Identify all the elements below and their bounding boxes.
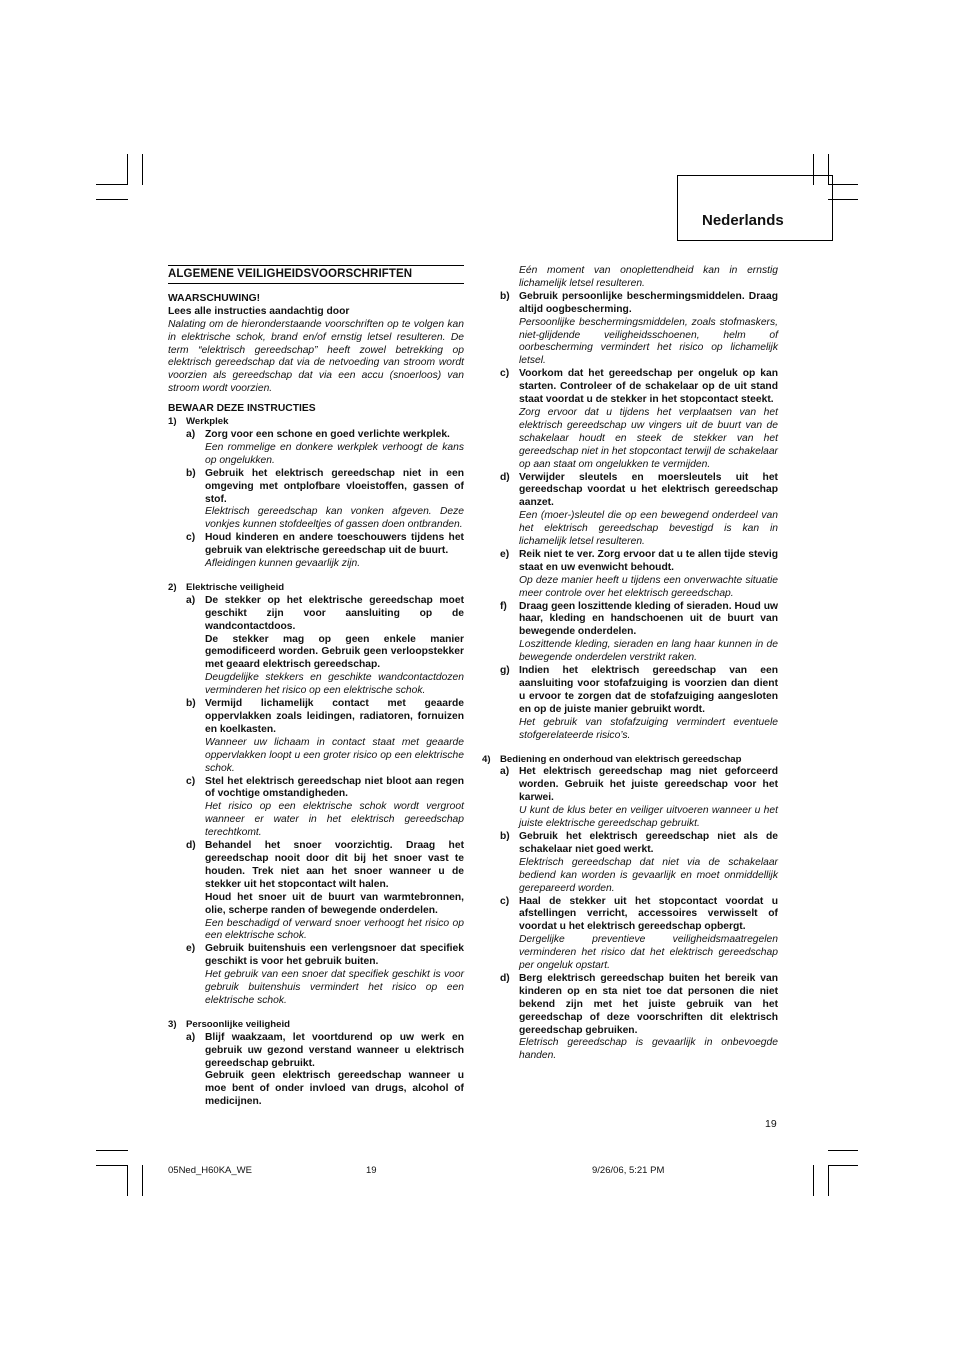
list-item: c) Voorkom dat het gereedschap per ongeluk op kan starten. Controleer of de schakelaar op de uit stand staat voordat u de stekker in het stopcontact steekt. Zorg ervoor dat u tijdens het verplaatsen van het elektrisch gereedschap uw vingers uit de buurt van de schakelaar houdt en steek de stekker van het gereedschap niet in het stopcontact terwijl de schakelaar op aan staat om ongelukken te vermijden. xyxy=(500,368,778,470)
crop-mark xyxy=(96,1150,128,1151)
crop-mark xyxy=(142,1165,143,1196)
warning-title: WAARSCHUWING! xyxy=(168,292,261,304)
crop-mark xyxy=(828,1150,858,1151)
list-item: e) Gebruik buitenshuis een verlengsnoer dat specifiek geschikt is voor het gebruik buiten. Het gebruik van een snoer dat specifiek geschikt is voor gebruik buitenshuis vermindert het risico op een elektrische schok. xyxy=(186,943,464,1006)
section-heading: 1) Werkplek xyxy=(168,416,229,428)
crop-mark xyxy=(127,1165,128,1196)
footer-date: 9/26/06, 5:21 PM xyxy=(592,1165,665,1176)
warning-body: Nalating om de hieronderstaande voorschriften op te volgen kan in elektrische schok, brand en/of ernstig letsel resulteren. De term “elektrisch gereedschap” heeft zowel betrekking op elektrisch gereedschap dat via de netvoeding van stroom wordt voorzien als gereedschap dat via een accu (snoerloos) van stroom wordt voorzien. xyxy=(168,318,464,395)
list-item: b) Vermijd lichamelijk contact met geaarde oppervlakken zoals leidingen, radiatoren, fornuizen en koelkasten. Wanneer uw lichaam in contact staat met geaarde oppervlakken loopt u een groter risico op een elektrische schok. xyxy=(186,698,464,774)
list-item: d) Berg elektrisch gereedschap buiten het bereik van kinderen op en sta niet toe dat personen die niet bekend zijn met het juiste gebruik van het gereedschap of deze voorschriften dit elektrisch gereedschap gebruiken. Eletrisch gereedschap is gevaarlijk in onbevoegde handen. xyxy=(500,972,778,1062)
list-item: a) Het elektrisch gereedschap mag niet geforceerd worden. Gebruik het juiste gereedschap voor het karwei. U kunt de klus beter en veiliger uitvoeren wanneer u het juiste elektrische gereedschap gebruikt. xyxy=(500,766,778,830)
list-item: b) Gebruik het elektrisch gereedschap niet als de schakelaar niet goed werkt. Elektrisch gereedschap dat niet via de schakelaar bediend kan worden is gevaarlijk en moet onmiddellijk gerepareerd worden. xyxy=(500,830,778,894)
list-item: d) Behandel het snoer voorzichtig. Draag het gereedschap nooit door dit bij het snoer vast te houden. Trek niet aan het snoer wanneer u de stekker uit het stopcontact wilt halen. Houd het snoer uit de buurt van warmtebronnen, olie, scherpe randen of bewegende onderdelen. Een beschadigd of verward snoer verhoogt het risico op een elektrische schok. xyxy=(186,840,464,942)
keep-instructions: BEWAAR DEZE INSTRUCTIES xyxy=(168,403,316,415)
list-item: a) De stekker op het elektrische gereedschap moet geschikt zijn voor aansluiting op de wandcontactdoos. De stekker mag op geen enkele manier gemodificeerd worden. Gebruik geen verloopstekker met geaard elektrisch gereedschap. Deugdelijke stekkers en geschikte wandcontactdozen verminderen het risico op een elektrische schok. xyxy=(186,594,464,697)
crop-mark xyxy=(813,1165,814,1196)
list-item: c) Haal de stekker uit het stopcontact voordat u afstellingen verricht, accessoires verwisselt of voordat u het elektrisch gereedschap opbergt. Dergelijke preventieve veiligheidsmaatregelen verminderen het risico dat het elektrisch gereedschap per ongeluk opstart. xyxy=(500,895,778,972)
left-column xyxy=(168,265,464,1109)
section-title: ALGEMENE VEILIGHEIDSVOORSCHRIFTEN xyxy=(168,265,464,284)
crop-mark xyxy=(828,1165,858,1166)
list-item: c) Houd kinderen en andere toeschouwers tijdens het gebruik van elektrische gereedschap uit de buurt. Afleidingen kunnen gevaarlijk zijn. xyxy=(186,532,464,570)
crop-mark xyxy=(142,154,143,185)
list-item: f) Draag geen loszittende kleding of sieraden. Houd uw haar, kleding en handschoenen uit de buurt van bewegende onderdelen. Loszittende kleding, sieraden en lang haar kunnen in de bewegende onderdelen verstrikt raken. xyxy=(500,600,778,664)
list-item: b) Gebruik het elektrisch gereedschap niet in een omgeving met ontplofbare vloeistoffen, gassen of stof. Elektrisch gereedschap kan vonken afgeven. Deze vonkjes kunnen stofdeeltjes of gassen doen ontbranden. xyxy=(186,467,464,531)
footer-page: 19 xyxy=(366,1165,377,1176)
warning-subtitle: Lees alle instructies aandachtig door xyxy=(168,305,350,317)
section-heading: 4) Bediening en onderhoud van elektrisch gereedschap xyxy=(482,753,742,765)
crop-mark xyxy=(127,154,128,185)
list-item: a) Zorg voor een schone en goed verlichte werkplek. Een rommelige en donkere werkplek verhoogt de kans op ongelukken. xyxy=(186,428,464,466)
right-column xyxy=(482,265,778,1063)
section-heading: 3) Persoonlijke veiligheid xyxy=(168,1018,290,1030)
list-item: a) Blijf waakzaam, let voortdurend op uw werk en gebruik uw gezond verstand wanneer u elektrisch gereedschap gebruikt. Gebruik geen elektrisch gereedschap wanneer u moe bent of onder invloed van drugs, alcohol of medicijnen. xyxy=(186,1031,464,1108)
crop-mark xyxy=(96,1165,128,1166)
list-item: b) Gebruik persoonlijke beschermingsmiddelen. Draag altijd oogbescherming. Persoonlijke beschermingsmiddelen, zoals stofmaskers, niet-glijdende veiligheidsschoenen, helm of oorbescherming vermindert het risico op lichamelijk letsel. xyxy=(500,290,778,367)
list-item: c) Stel het elektrisch gereedschap niet bloot aan regen of vochtige omstandigheden. Het risico op een elektrische schok wordt vergroot wanneer er water in het elektrisch gereedschap terechtkomt. xyxy=(186,775,464,839)
language-tab xyxy=(677,175,833,241)
list-item: e) Reik niet te ver. Zorg ervoor dat u te allen tijde stevig staat en uw evenwicht behoudt. Op deze manier heeft u tijdens een onverwachte situatie meer controle over het elektrisch gereedschap. xyxy=(500,548,778,599)
page-number: 19 xyxy=(765,1118,777,1130)
language-label: Nederlands xyxy=(702,212,784,229)
section-heading: 2) Elektrische veiligheid xyxy=(168,581,285,593)
footer-file: 05Ned_H60KA_WE xyxy=(168,1165,252,1176)
crop-mark xyxy=(96,184,128,185)
crop-mark xyxy=(828,1165,829,1196)
list-item: g) Indien het elektrisch gereedschap van een aansluiting voor stofafzuiging is voorzien dan dient u ervoor te zorgen dat de stofafzuiging aangesloten en op de juiste manier gebruikt wordt. Het gebruik van stofafzuiging vermindert eventuele stofgerelateerde risico’s. xyxy=(500,665,778,741)
crop-mark xyxy=(96,199,128,200)
list-item: d) Verwijder sleutels en moersleutels uit het gereedschap voordat u het elektrisch gereedschap aanzet. Een (moer-)sleutel die op een bewegend onderdeel van het elektrisch gereedschap bevestigd is kan in lichamelijk letsel resulteren. xyxy=(500,471,778,548)
list-item-continued: Eén moment van onoplettendheid kan in ernstig lichamelijk letsel resulteren. xyxy=(519,265,778,289)
